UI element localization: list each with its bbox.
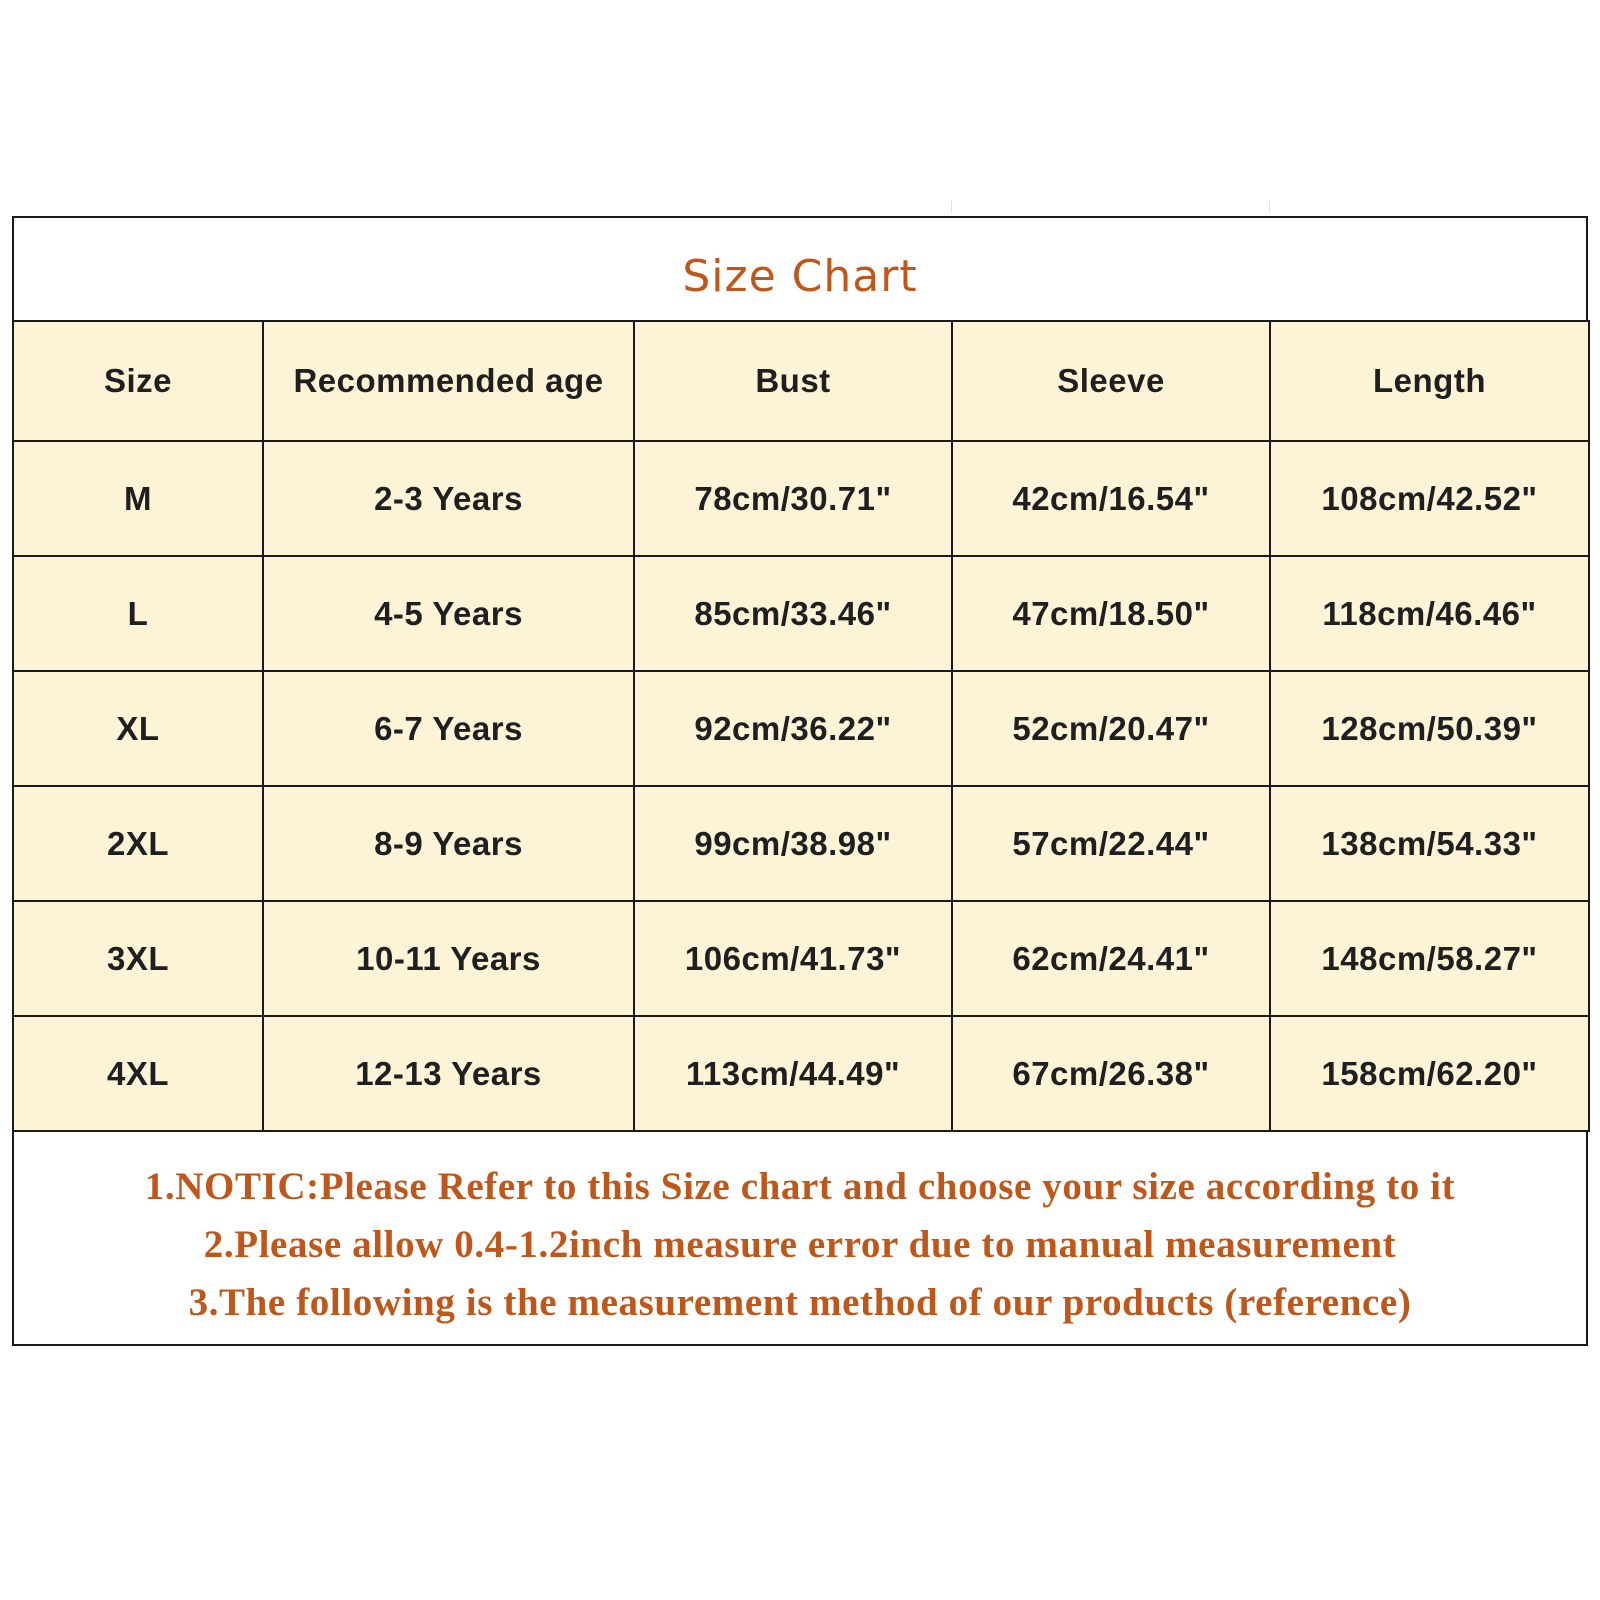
header-bust: Bust — [634, 321, 952, 441]
note-line: 1.NOTIC:Please Refer to this Size chart and choose your size according to it — [144, 1165, 1456, 1208]
cell-size: 2XL — [13, 786, 263, 901]
cell-age: 6-7 Years — [263, 671, 634, 786]
cell-sleeve: 57cm/22.44" — [952, 786, 1270, 901]
cell-bust: 78cm/30.71" — [634, 441, 952, 556]
cell-size: 3XL — [13, 901, 263, 1016]
size-table — [12, 320, 1590, 1132]
header-sleeve: Sleeve — [952, 321, 1270, 441]
cell-size: 4XL — [13, 1016, 263, 1131]
cell-age: 10-11 Years — [263, 901, 634, 1016]
cell-size: M — [13, 441, 263, 556]
table-row — [13, 441, 1589, 556]
header-length: Length — [1270, 321, 1589, 441]
cell-bust: 92cm/36.22" — [634, 671, 952, 786]
cell-length: 108cm/42.52" — [1270, 441, 1589, 556]
cell-bust: 85cm/33.46" — [634, 556, 952, 671]
cell-age: 8-9 Years — [263, 786, 634, 901]
table-row — [13, 671, 1589, 786]
cell-sleeve: 47cm/18.50" — [952, 556, 1270, 671]
cell-length: 118cm/46.46" — [1270, 556, 1589, 671]
tick-mark — [1269, 200, 1270, 212]
table-row — [13, 901, 1589, 1016]
notes-section — [14, 1146, 1586, 1344]
cell-length: 158cm/62.20" — [1270, 1016, 1589, 1131]
cell-length: 138cm/54.33" — [1270, 786, 1589, 901]
size-chart — [12, 216, 1588, 1346]
cell-length: 128cm/50.39" — [1270, 671, 1589, 786]
note-line: 3.The following is the measurement method of our products (reference) — [188, 1281, 1412, 1324]
cell-bust: 106cm/41.73" — [634, 901, 952, 1016]
cell-sleeve: 52cm/20.47" — [952, 671, 1270, 786]
header-size: Size — [13, 321, 263, 441]
header-row — [13, 321, 1589, 441]
cell-bust: 99cm/38.98" — [634, 786, 952, 901]
cell-sleeve: 42cm/16.54" — [952, 441, 1270, 556]
tick-mark — [951, 200, 952, 212]
table-row — [13, 556, 1589, 671]
table-row — [13, 1016, 1589, 1131]
note-line: 2.Please allow 0.4-1.2inch measure error due to manual measurement — [203, 1223, 1397, 1266]
cell-sleeve: 67cm/26.38" — [952, 1016, 1270, 1131]
cell-size: L — [13, 556, 263, 671]
chart-title: Size Chart — [682, 250, 918, 302]
header-recommended-age: Recommended age — [263, 321, 634, 441]
cell-age: 4-5 Years — [263, 556, 634, 671]
cell-sleeve: 62cm/24.41" — [952, 901, 1270, 1016]
cell-size: XL — [13, 671, 263, 786]
cell-bust: 113cm/44.49" — [634, 1016, 952, 1131]
cell-age: 2-3 Years — [263, 441, 634, 556]
table-row — [13, 786, 1589, 901]
cell-length: 148cm/58.27" — [1270, 901, 1589, 1016]
cell-age: 12-13 Years — [263, 1016, 634, 1131]
